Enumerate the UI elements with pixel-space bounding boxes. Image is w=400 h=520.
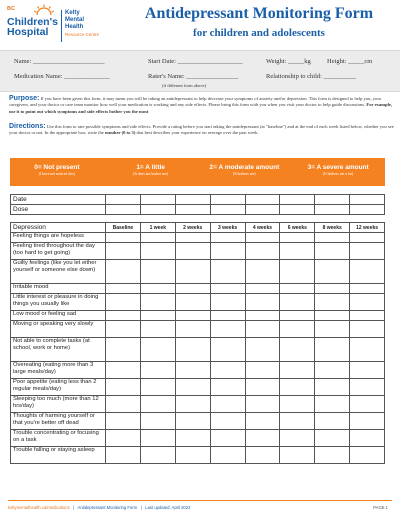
rating-cell[interactable] [175, 284, 210, 294]
rating-cell[interactable] [315, 294, 350, 311]
rating-cell[interactable] [106, 311, 141, 321]
medication-name-field[interactable]: Medication Name: ______________ [14, 73, 110, 80]
sun-icon [33, 4, 55, 16]
rating-cell[interactable] [175, 243, 210, 260]
table-row [11, 260, 385, 284]
rating-cell[interactable] [280, 243, 315, 260]
relationship-label: Relationship to child: [266, 73, 322, 80]
rating-cell[interactable] [106, 396, 141, 413]
rating-cell[interactable] [140, 362, 175, 379]
kelty-subtitle: Resource Centre [65, 32, 100, 37]
dose-cell[interactable] [350, 205, 385, 215]
rating-cell[interactable] [245, 260, 280, 284]
rating-cell[interactable] [106, 284, 141, 294]
start-date-field[interactable]: Start Date: ____________________ [148, 58, 243, 65]
symptom-label: Trouble falling or staying asleep [11, 447, 106, 464]
column-header: 2 weeks [175, 223, 210, 233]
rating-cell[interactable] [175, 379, 210, 396]
symptom-label: Moving or speaking very slowly [11, 321, 106, 338]
rating-cell[interactable] [315, 447, 350, 464]
rating-cell[interactable] [140, 294, 175, 311]
scale-3-title: 3= A severe amount [307, 164, 369, 171]
footer-updated: Last updated: April 2022 [145, 505, 191, 510]
date-cell[interactable] [280, 195, 315, 205]
kelty-line-1: Kelty [65, 10, 80, 16]
table-row [11, 447, 385, 464]
rating-cell[interactable] [140, 430, 175, 447]
directions-text-1: Use this form to rate possible symptoms and side effects. Provide a rating before you start taking the antidepressant (at "baseline") and at the end of each week listed below, whether you see your doctor or not. In the appropriate box, write the [9, 124, 394, 136]
rating-cell[interactable] [245, 294, 280, 311]
rating-cell[interactable] [175, 413, 210, 430]
rating-cell[interactable] [280, 260, 315, 284]
rating-cell[interactable] [350, 447, 385, 464]
rating-cell[interactable] [140, 396, 175, 413]
logo-wordmark [7, 17, 58, 37]
rating-cell[interactable] [140, 321, 175, 338]
patient-info-section [0, 50, 400, 92]
dose-label: Dose [11, 205, 106, 215]
footer-separator: | [140, 505, 142, 510]
rating-cell[interactable] [140, 284, 175, 294]
rating-cell[interactable] [280, 311, 315, 321]
symptom-label: Not able to complete tasks (at school, work or home) [11, 338, 106, 362]
rating-cell[interactable] [350, 260, 385, 284]
rating-scale-banner [10, 158, 385, 186]
rating-cell[interactable] [106, 338, 141, 362]
bc-childrens-hospital-logo [5, 4, 115, 44]
column-header: 6 weeks [280, 223, 315, 233]
page-title: Antidepressant Monitoring Form [144, 5, 374, 22]
rating-cell[interactable] [210, 284, 245, 294]
logo-bc: BC [7, 6, 15, 12]
rating-cell[interactable] [175, 362, 210, 379]
rating-cell[interactable] [280, 447, 315, 464]
scale-item-3 [291, 158, 385, 186]
rating-cell[interactable] [175, 430, 210, 447]
height-label: Height: [327, 58, 347, 65]
rating-cell[interactable] [106, 260, 141, 284]
rating-cell[interactable] [245, 311, 280, 321]
weight-field[interactable]: Weight: _____kg [266, 58, 311, 65]
footer [8, 505, 392, 510]
rating-cell[interactable] [175, 321, 210, 338]
directions-label: Directions: [9, 123, 46, 130]
name-label: Name: [14, 58, 32, 65]
rating-cell[interactable] [315, 338, 350, 362]
rating-cell[interactable] [245, 338, 280, 362]
relationship-field[interactable]: Relationship to child: __________ [266, 73, 357, 80]
rating-cell[interactable] [280, 413, 315, 430]
table-row [11, 321, 385, 338]
kelty-line-3: Health [65, 24, 84, 30]
symptom-label: Feeling things are hopeless [11, 233, 106, 243]
rating-cell[interactable] [315, 321, 350, 338]
dose-row [11, 205, 385, 215]
rating-cell[interactable] [140, 338, 175, 362]
purpose-section [9, 96, 395, 115]
kelty-line-2: Mental [65, 17, 85, 23]
table-row [11, 396, 385, 413]
symptom-label: Irritable mood [11, 284, 106, 294]
rating-cell[interactable] [175, 338, 210, 362]
rating-cell[interactable] [245, 447, 280, 464]
dose-cell[interactable] [210, 205, 245, 215]
footer-url[interactable]: keltymentalhealth.ca/medications [8, 505, 70, 510]
logo-line-2: Hospital [7, 26, 49, 38]
page-number: PAGE 1 [373, 505, 388, 510]
rating-cell[interactable] [245, 243, 280, 260]
date-cell[interactable] [245, 195, 280, 205]
table-row [11, 294, 385, 311]
rating-cell[interactable] [106, 362, 141, 379]
rating-cell[interactable] [245, 396, 280, 413]
rating-cell[interactable] [280, 321, 315, 338]
scale-1-subtitle: (It does not bother me) [133, 172, 169, 176]
table-row [11, 413, 385, 430]
column-header: Baseline [106, 223, 141, 233]
column-header: 3 weeks [210, 223, 245, 233]
rating-cell[interactable] [210, 379, 245, 396]
scale-2-title: 2= A moderate amount [209, 164, 280, 171]
rating-cell[interactable] [245, 284, 280, 294]
rating-cell[interactable] [280, 338, 315, 362]
symptom-label: Sleeping too much (more than 12 hrs/day) [11, 396, 106, 413]
rating-cell[interactable] [210, 338, 245, 362]
rating-cell[interactable] [175, 447, 210, 464]
scale-0-title: 0= Not present [34, 164, 80, 171]
rating-cell[interactable] [245, 379, 280, 396]
date-row [11, 195, 385, 205]
table-row [11, 430, 385, 447]
depression-symptom-table [10, 222, 385, 464]
rating-cell[interactable] [350, 294, 385, 311]
rating-cell[interactable] [315, 396, 350, 413]
rating-cell[interactable] [350, 338, 385, 362]
kg-unit: kg [304, 58, 311, 65]
header [0, 0, 400, 48]
date-cell[interactable] [140, 195, 175, 205]
dose-cell[interactable] [315, 205, 350, 215]
footer-title: Antidepressant Monitoring Form [77, 505, 138, 510]
rating-cell[interactable] [350, 321, 385, 338]
date-dose-table [10, 194, 385, 215]
rating-cell[interactable] [245, 362, 280, 379]
table-row [11, 284, 385, 294]
rating-cell[interactable] [210, 260, 245, 284]
rating-cell[interactable] [210, 362, 245, 379]
rating-cell[interactable] [280, 430, 315, 447]
rating-cell[interactable] [350, 362, 385, 379]
table-header-row [11, 223, 385, 233]
rater-name-field[interactable]: Rater's Name: ________________ [148, 73, 239, 80]
rating-cell[interactable] [315, 430, 350, 447]
table-row [11, 311, 385, 321]
logo-line-1: Children's [7, 16, 58, 28]
rating-cell[interactable] [106, 233, 141, 243]
rating-cell[interactable] [210, 396, 245, 413]
directions-text-2: that best describes your experience on average over the past week. [136, 130, 259, 136]
logo-divider [61, 10, 62, 42]
symptom-label: Feeling tired throughout the day (too hard to get going) [11, 243, 106, 260]
rating-cell[interactable] [280, 284, 315, 294]
table-row [11, 362, 385, 379]
date-cell[interactable] [106, 195, 141, 205]
column-header: 8 weeks [315, 223, 350, 233]
symptom-label: Overeating (eating more than 3 large meals/day) [11, 362, 106, 379]
rating-cell[interactable] [210, 430, 245, 447]
rating-cell[interactable] [106, 447, 141, 464]
rating-cell[interactable] [350, 413, 385, 430]
rating-cell[interactable] [106, 321, 141, 338]
rating-cell[interactable] [350, 243, 385, 260]
height-field[interactable]: Height: _____cm [327, 58, 373, 65]
rating-cell[interactable] [140, 260, 175, 284]
rating-cell[interactable] [210, 413, 245, 430]
rating-cell[interactable] [315, 284, 350, 294]
rating-cell[interactable] [140, 379, 175, 396]
rating-cell[interactable] [315, 243, 350, 260]
purpose-text: If you have been given this form, it may mean you will be taking an antidepressant to help decrease your symptoms of anxiety and/or depression. This form is designed to help you, your caregivers, and your doctor or care team monitor how well your medication is working and any side effects. Please bring this form with you when you visit your doctor to help guide discussions. [9, 96, 382, 108]
scale-0-subtitle: (I have not noticed this) [38, 172, 76, 176]
directions-section [9, 124, 395, 137]
rating-cell[interactable] [350, 311, 385, 321]
rating-cell[interactable] [350, 396, 385, 413]
dose-cell[interactable] [245, 205, 280, 215]
page-subtitle: for children and adolescents [193, 27, 325, 39]
rating-cell[interactable] [106, 413, 141, 430]
scale-3-subtitle: (It bothers me a lot) [323, 172, 354, 176]
rating-cell[interactable] [210, 294, 245, 311]
rating-cell[interactable] [210, 321, 245, 338]
rating-cell[interactable] [245, 430, 280, 447]
rating-cell[interactable] [106, 430, 141, 447]
rating-cell[interactable] [315, 260, 350, 284]
column-header: 12 weeks [350, 223, 385, 233]
rating-cell[interactable] [210, 243, 245, 260]
symptom-label: Poor appetite (eating less than 2 regular meals/day) [11, 379, 106, 396]
rating-cell[interactable] [210, 311, 245, 321]
dose-cell[interactable] [175, 205, 210, 215]
rating-cell[interactable] [175, 233, 210, 243]
rating-cell[interactable] [245, 413, 280, 430]
directions-bold-text: number (0 to 3) [104, 130, 136, 136]
rating-cell[interactable] [210, 447, 245, 464]
dose-cell[interactable] [140, 205, 175, 215]
scale-item-0 [10, 158, 104, 186]
rating-cell[interactable] [315, 311, 350, 321]
column-header: 4 weeks [245, 223, 280, 233]
scale-1-title: 1= A little [136, 164, 165, 171]
symptom-label: Little interest or pleasure in doing things you usually like [11, 294, 106, 311]
rating-cell[interactable] [245, 233, 280, 243]
symptom-label: Guilty feelings (like you let either yourself or someone else down) [11, 260, 106, 284]
rating-cell[interactable] [280, 233, 315, 243]
table-row [11, 233, 385, 243]
footer-separator: | [73, 505, 75, 510]
dose-cell[interactable] [280, 205, 315, 215]
rating-cell[interactable] [280, 396, 315, 413]
depression-header: Depression [11, 223, 106, 233]
rating-cell[interactable] [280, 379, 315, 396]
rating-cell[interactable] [175, 260, 210, 284]
rating-cell[interactable] [140, 233, 175, 243]
scale-item-1 [104, 158, 198, 186]
medication-name-label: Medication Name: [14, 73, 63, 80]
date-cell[interactable] [175, 195, 210, 205]
footer-divider [8, 500, 392, 501]
start-date-label: Start Date: [148, 58, 176, 65]
rating-cell[interactable] [106, 379, 141, 396]
weight-label: Weight: [266, 58, 287, 65]
rating-cell[interactable] [175, 396, 210, 413]
date-cell[interactable] [350, 195, 385, 205]
date-label: Date [11, 195, 106, 205]
rating-cell[interactable] [350, 284, 385, 294]
kelty-logo [65, 10, 99, 38]
symptom-label: Trouble concentrating or focusing on a task [11, 430, 106, 447]
rating-cell[interactable] [315, 413, 350, 430]
rating-cell[interactable] [175, 311, 210, 321]
rater-note: (if different from above) [162, 83, 207, 88]
rating-cell[interactable] [315, 233, 350, 243]
rating-cell[interactable] [350, 379, 385, 396]
rating-cell[interactable] [175, 294, 210, 311]
table-row [11, 243, 385, 260]
scale-item-2 [198, 158, 292, 186]
table-row [11, 338, 385, 362]
date-cell[interactable] [210, 195, 245, 205]
symptom-label: Low mood or feeling sad [11, 311, 106, 321]
rating-cell[interactable] [106, 294, 141, 311]
rating-cell[interactable] [140, 311, 175, 321]
rating-cell[interactable] [315, 379, 350, 396]
rating-cell[interactable] [140, 243, 175, 260]
rating-cell[interactable] [350, 233, 385, 243]
scale-2-subtitle: (It bothers me) [233, 172, 256, 176]
rating-cell[interactable] [280, 362, 315, 379]
purpose-bold-text: For example, use it to point out which symptoms and side effects bother you the most [9, 102, 393, 114]
rating-cell[interactable] [106, 243, 141, 260]
rating-cell[interactable] [140, 447, 175, 464]
rating-cell[interactable] [350, 430, 385, 447]
rating-cell[interactable] [140, 413, 175, 430]
rating-cell[interactable] [280, 294, 315, 311]
cm-unit: cm [364, 58, 373, 65]
column-header: 1 week [140, 223, 175, 233]
table-row [11, 379, 385, 396]
symptom-label: Thoughts of harming yourself or that you're better off dead [11, 413, 106, 430]
rating-cell[interactable] [210, 233, 245, 243]
rating-cell[interactable] [315, 362, 350, 379]
purpose-label: Purpose: [9, 95, 40, 102]
dose-cell[interactable] [106, 205, 141, 215]
date-cell[interactable] [315, 195, 350, 205]
name-field[interactable]: Name: ______________________ [14, 58, 105, 65]
rater-name-label: Rater's Name: [148, 73, 185, 80]
rating-cell[interactable] [245, 321, 280, 338]
